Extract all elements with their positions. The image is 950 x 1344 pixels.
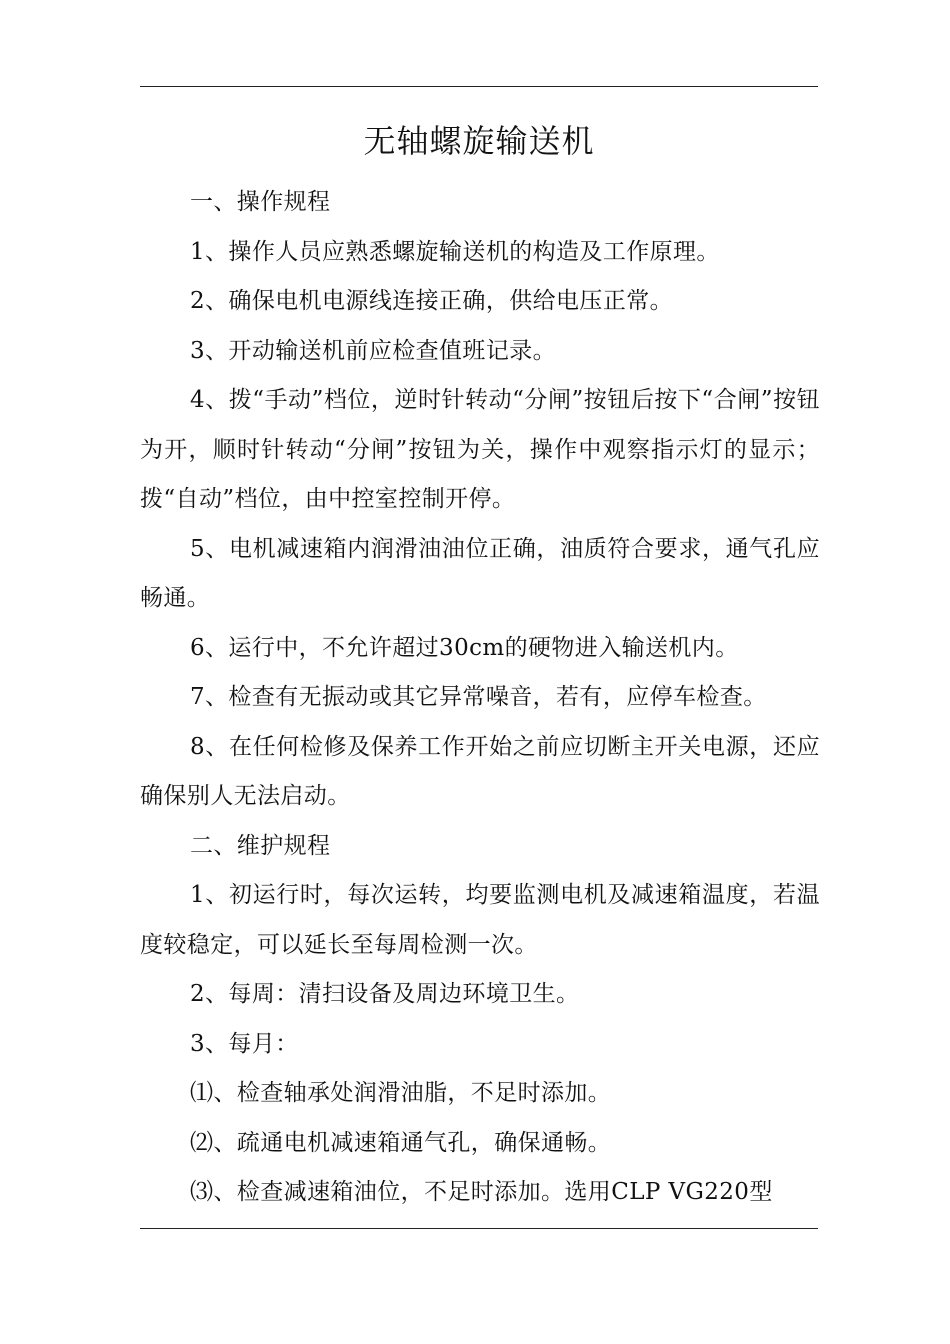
header-rule	[140, 86, 818, 87]
sub-item: ⑵、疏通电机减速箱通气孔，确保通畅。	[190, 1129, 612, 1156]
paragraph: 7、检查有无振动或其它异常噪音，若有，应停车检查。	[190, 684, 767, 710]
paragraph: 3、开动输送机前应检查值班记录。	[190, 337, 557, 364]
paragraph: 6、运行中，不允许超过30cm的硬物进入输送机内。	[190, 634, 739, 661]
paragraph: 3、每月：	[190, 1030, 299, 1057]
paragraph: 4、拨“手动”档位，逆时针转动“分闸”按钮后按下“合闸”按钮为开，顺时针转动“分闸”按钮为关，操作中观察指示灯的显示；拨“自动”档位，由中控室控制开停。	[140, 387, 820, 512]
paragraph: 1、初运行时，每次运转，均要监测电机及减速箱温度，若温度较稳定，可以延长至每周检测一次。	[140, 882, 820, 958]
sub-item: ⑴、检查轴承处润滑油脂，不足时添加。	[190, 1080, 612, 1106]
sub-item: ⑶、检查减速箱油位，不足时添加。选用CLP VG220型	[190, 1179, 773, 1205]
section-heading-operation: 一、操作规程	[190, 189, 331, 215]
paragraph: 1、操作人员应熟悉螺旋输送机的构造及工作原理。	[190, 238, 720, 265]
section-heading-maintenance: 二、维护规程	[190, 832, 331, 859]
paragraph: 2、确保电机电源线连接正确，供给电压正常。	[190, 288, 674, 314]
document-title: 无轴螺旋输送机	[363, 122, 595, 160]
paragraph: 2、每周：清扫设备及周边环境卫生。	[190, 981, 580, 1007]
paragraph: 8、在任何检修及保养工作开始之前应切断主开关电源，还应确保别人无法启动。	[140, 733, 820, 809]
footer-rule	[140, 1228, 818, 1229]
paragraph: 5、电机减速箱内润滑油油位正确，油质符合要求，通气孔应畅通。	[140, 535, 820, 611]
document-body	[140, 178, 820, 1218]
